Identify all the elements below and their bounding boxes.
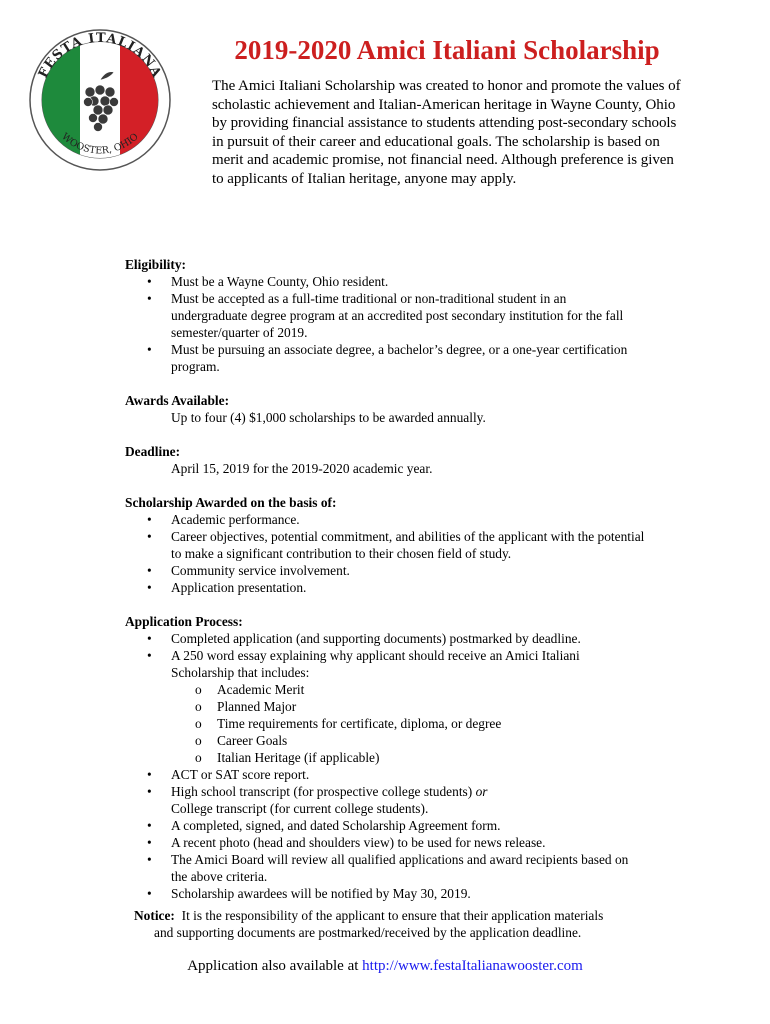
sub-list-item-text: Time requirements for certificate, diploma, or degree (217, 716, 502, 731)
list-item-text: Community service involvement. (171, 563, 350, 578)
list-item (147, 885, 645, 902)
bullet-icon: • (147, 818, 152, 833)
process-list (125, 630, 645, 902)
bullet-icon: • (147, 563, 152, 578)
sub-list-item-text: Planned Major (217, 699, 297, 714)
list-item-text: Scholarship awardees will be notified by May 30, 2019. (171, 886, 471, 901)
process-section (125, 613, 645, 902)
notice-line-2: and supporting documents are postmarked/received by the application deadline. (154, 925, 582, 940)
list-item (147, 851, 645, 885)
list-item (147, 290, 645, 341)
sub-list-item (195, 681, 645, 698)
bullet-icon: • (147, 529, 152, 544)
bullet-icon: • (147, 274, 152, 289)
footer-text: Application also available at (187, 958, 359, 974)
circle-bullet-icon: o (195, 699, 202, 714)
sub-list-item-text: Italian Heritage (if applicable) (217, 750, 380, 765)
circle-bullet-icon: o (195, 750, 202, 765)
circle-bullet-icon: o (195, 716, 202, 731)
bullet-icon: • (147, 648, 152, 663)
deadline-section (125, 443, 645, 477)
logo-seal-icon (28, 14, 172, 186)
list-item-text: High school transcript (for prospective college students) (171, 784, 473, 799)
notice-line-1: It is the responsibility of the applicant to ensure that their application materials (181, 908, 604, 923)
awards-text: Up to four (4) $1,000 scholarships to be awarded annually. (171, 410, 486, 425)
list-item (147, 341, 645, 375)
bullet-icon: • (147, 852, 152, 867)
bullet-icon: • (147, 631, 152, 646)
bullet-icon: • (147, 835, 152, 850)
basis-section (125, 494, 645, 596)
circle-bullet-icon: o (195, 682, 202, 697)
list-item-text: College transcript (for current college students). (171, 801, 429, 816)
sub-list-item (195, 749, 645, 766)
list-item (147, 579, 645, 596)
eligibility-heading: Eligibility: (125, 257, 187, 272)
list-item-text: Academic performance. (171, 512, 300, 527)
list-item (147, 511, 645, 528)
list-item (147, 817, 645, 834)
list-item-text: A 250 word essay explaining why applicant should receive an Amici Italiani Scholarship that includes: (171, 648, 580, 680)
list-item-text: Must be a Wayne County, Ohio resident. (171, 274, 389, 289)
list-item (147, 766, 645, 783)
circle-bullet-icon: o (195, 733, 202, 748)
list-item-text: A recent photo (head and shoulders view) to be used for news release. (171, 835, 546, 850)
basis-list (125, 511, 645, 596)
sub-list-item-text: Career Goals (217, 733, 288, 748)
festa-italiana-logo (28, 14, 172, 186)
eligibility-list (125, 273, 645, 375)
deadline-text: April 15, 2019 for the 2019-2020 academic year. (171, 461, 433, 476)
notice-label: Notice: (134, 908, 175, 923)
logo-top-text: FESTA ITALIANA (35, 30, 165, 81)
list-item-text: Must be pursuing an associate degree, a bachelor’s degree, or a one-year certification program. (171, 342, 628, 374)
list-item (147, 630, 645, 647)
list-item (147, 647, 645, 766)
website-link[interactable]: http://www.festaItalianawooster.com (362, 958, 583, 974)
list-item-text: Career objectives, potential commitment, and abilities of the applicant with the potential to make a significant contribution to their chosen field of study. (171, 529, 645, 561)
bullet-icon: • (147, 767, 152, 782)
bullet-icon: • (147, 784, 152, 799)
list-item-text: Completed application (and supporting documents) postmarked by deadline. (171, 631, 581, 646)
footer (0, 958, 770, 975)
bullet-icon: • (147, 342, 152, 357)
main-content (125, 256, 645, 919)
awards-section (125, 392, 645, 426)
sub-list-item (195, 732, 645, 749)
sub-list-item-text: Academic Merit (217, 682, 305, 697)
list-item-text: The Amici Board will review all qualified applications and award recipients based on the above criteria. (171, 852, 629, 884)
bullet-icon: • (147, 291, 152, 306)
list-item (147, 562, 645, 579)
list-item-text: A completed, signed, and dated Scholarship Agreement form. (171, 818, 501, 833)
eligibility-section (125, 256, 645, 375)
list-item-text: Application presentation. (171, 580, 307, 595)
sub-list-item (195, 698, 645, 715)
essay-points-list (171, 681, 645, 766)
list-item (147, 273, 645, 290)
deadline-heading: Deadline: (125, 444, 181, 459)
page-title: 2019-2020 Amici Italiani Scholarship (234, 35, 660, 65)
list-item (147, 783, 645, 817)
sub-list-item (195, 715, 645, 732)
list-item (147, 834, 645, 851)
basis-heading: Scholarship Awarded on the basis of: (125, 495, 337, 510)
bullet-icon: • (147, 580, 152, 595)
awards-heading: Awards Available: (125, 393, 230, 408)
notice-block (134, 907, 634, 941)
bullet-icon: • (147, 886, 152, 901)
list-item-text: ACT or SAT score report. (171, 767, 310, 782)
process-heading: Application Process: (125, 614, 243, 629)
bullet-icon: • (147, 512, 152, 527)
intro-paragraph: The Amici Italiani Scholarship was created to honor and promote the values of scholastic achievement and Italian-American heritage in Wayne County, Ohio by providing financial assistance to students attending post-secondary schools in pursuit of their career and educational goals. The scholarship is based on merit and academic promise, not financial need. Although preference is given to applicants of Italian heritage, anyone may apply. (212, 78, 681, 187)
list-item (147, 528, 645, 562)
or-text: or (475, 784, 488, 799)
list-item-text: Must be accepted as a full-time traditional or non-traditional student in an undergraduate degree program at an accredited post secondary institution for the fall semester/quarter of 2019. (171, 291, 624, 340)
logo-bottom-text: WOOSTER, OHIO (59, 131, 141, 157)
